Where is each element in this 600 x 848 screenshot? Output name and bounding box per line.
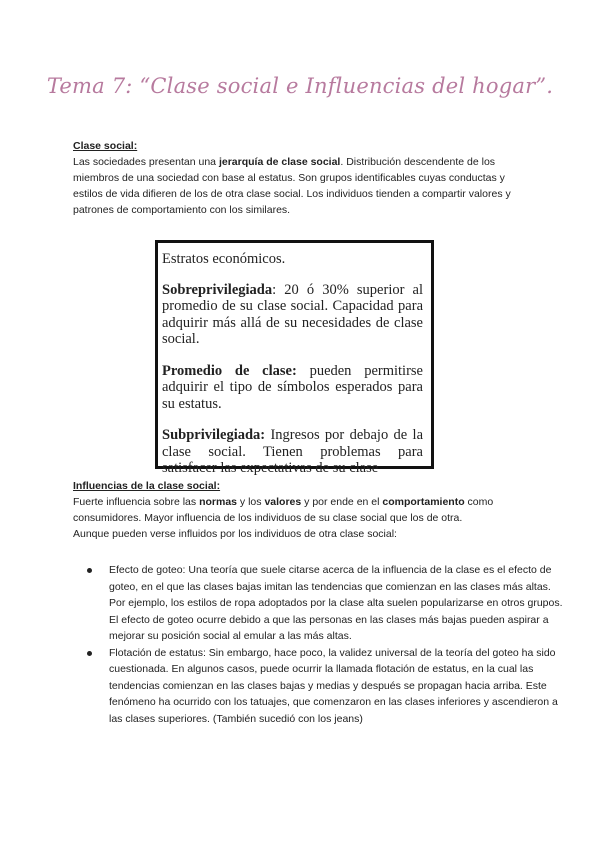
- jerarquia-bold: jerarquía de clase social: [218, 156, 341, 168]
- normas-bold: normas: [199, 496, 238, 508]
- influencias-line-2: Aunque pueden verse influidos por los individuos de otra clase social:: [73, 528, 397, 540]
- comportamiento-bold: comportamiento: [382, 496, 465, 508]
- estratos-intro: Estratos económicos.: [162, 251, 286, 267]
- estrato-sep: :: [272, 281, 285, 298]
- estrato-term: Subprivilegiada:: [162, 427, 266, 443]
- inf-text: como consumidores. Mayor influencia de los individuos de su clase social que los de otra.: [73, 496, 494, 524]
- estrato-subprivilegiada: [162, 427, 423, 477]
- estrato-term: Promedio de clase:: [162, 362, 297, 379]
- inf-text: y por ende en el: [301, 496, 383, 508]
- page-title: Tema 7: “Clase social e Influencias del hogar”.: [46, 74, 554, 98]
- estrato-sep: [297, 363, 310, 379]
- bullet-flotacion-estatus: [109, 645, 569, 728]
- clase-social-section: [73, 138, 533, 218]
- estrato-text: 20 ó 30% superior al promedio de su clase social. Capacidad para adquirir más allá de su necesidades de clase social.: [162, 281, 423, 347]
- clase-social-text-rest: . Distribución descendente de los miembros de una sociedad con base al estatus. Son grupos identificables cuyas conductas y estilos de vida difieren de los de otra clase social. Los individuos tienden a compartir valores y patrones de comportamiento con los similares.: [73, 156, 511, 216]
- bullet-text: Efecto de goteo: Una teoría que suele citarse acerca de la influencia de la clase es el efecto de goteo, en el que las clases bajas imitan las tendencias que comienzan en las clases más altas. Por ejemplo, los estilos de ropa adoptados por la clase alta suelen popularizarse en otros grupos. El efecto de goteo ocurre debido a que las personas en las clases más bajas pueden aspirar a mejorar su posición social al emular a las más altas.: [109, 564, 563, 642]
- bullet-dot-icon: [87, 651, 92, 656]
- inf-text: y los: [237, 496, 265, 508]
- influencias-paragraph: [73, 494, 533, 526]
- influencias-section: [73, 478, 533, 542]
- estrato-text: Ingresos por debajo de la clase social. Tienen problemas para satisfacer las expectativas de su clase: [162, 427, 424, 476]
- estratos-box: [155, 240, 434, 476]
- bullet-text: Flotación de estatus: Sin embargo, hace poco, la validez universal de la teoría del goteo ha sido cuestionada. En algunos casos, puede ocurrir la llamada flotación de estatus, en la cual las tendencias comienzan en las clases bajas y medias y después se propagan hacia arriba. Este fenómeno ha ocurrido con los tatuajes, que comenzaron en las clases inferiores y ascendieron a las clases superiores. (También sucedió con los jeans): [109, 646, 558, 725]
- estrato-sobreprivilegiada: [162, 282, 423, 348]
- clase-social-heading: Clase social:: [73, 140, 138, 152]
- bullet-dot-icon: [87, 568, 92, 573]
- inf-text: Fuerte influencia sobre las: [73, 496, 200, 508]
- estrato-term: Sobreprivilegiada: [162, 281, 273, 298]
- estrato-promedio: [162, 363, 423, 413]
- bullet-efecto-goteo: [109, 562, 569, 645]
- estrato-text: pueden permitirse adquirir el tipo de símbolos esperados para su estatus.: [162, 362, 423, 412]
- influencias-heading: Influencias de la clase social:: [73, 480, 221, 492]
- bullet-list: [73, 562, 569, 727]
- clase-social-text-start: Las sociedades presentan una: [73, 156, 219, 168]
- valores-bold: valores: [264, 496, 302, 508]
- clase-social-paragraph: [73, 154, 533, 218]
